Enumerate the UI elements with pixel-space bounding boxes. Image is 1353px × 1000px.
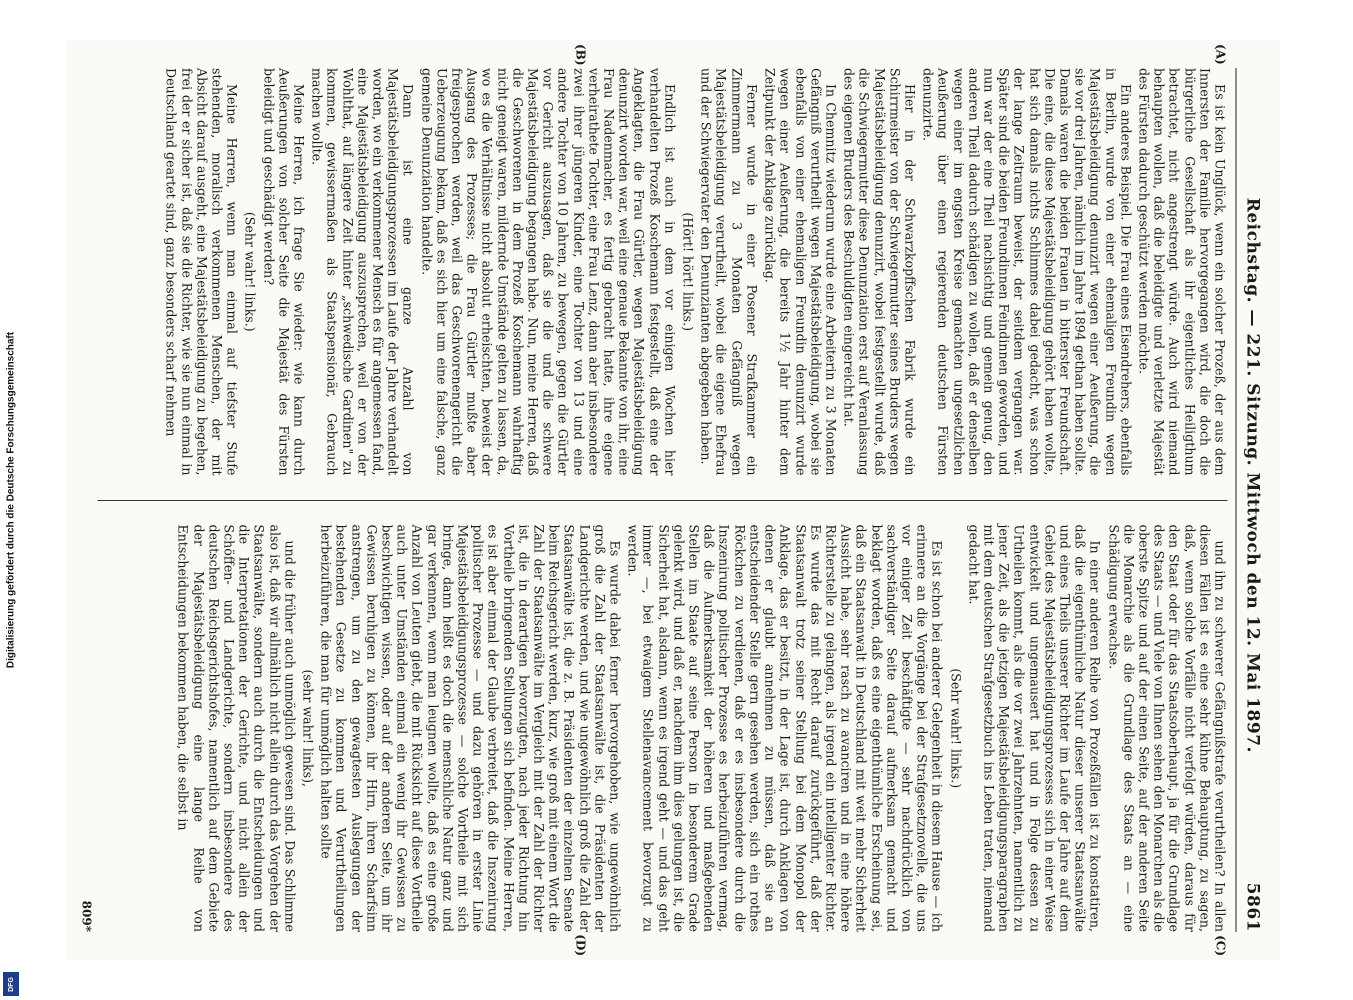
paragraph: (Sehr wahr! links.) xyxy=(242,211,258,332)
marker-c: (C) xyxy=(1213,935,1228,956)
paragraph: Meine Herren, ich frage Sie wieder: wie kann durch Aeußerungen von solcher Seite die Majestät des Fürsten beleidigt und geschädigt werden? xyxy=(261,68,307,476)
marker-b: (B) xyxy=(573,44,588,66)
marker-a: (A) xyxy=(1213,44,1228,65)
paragraph: Ferner wurde in einer Posener Strafkammer ein Zimmermann zu 3 Monaten Gefängniß wegen Majestätsbeleidigung verurtheilt, wobei die eigene Ehefrau und der Schwiegervater den Denunzianten abgegeben haben. xyxy=(698,68,760,476)
paragraph: Meine Herren, wenn man einmal auf tiefster Stufe stehenden, moralisch verkommenen Menschen, der mit Absicht darauf ausgeht, eine Majestätsbeleidigung zu begehen, frei der er sicher ist, daß sie die Richter, wie sie nun einmal in Deutschland geartet sind, ganz besonders scharf nehmen xyxy=(163,68,240,476)
page-number: 5861 xyxy=(1242,882,1263,932)
paragraph: Dann ist eine ganze Anzahl von Majestätsbeleidigungsprozessen im Laufe der Jahre verhandelt worden, wo ein verkommener Mensch es für angemessen fand, eine Majestätsbeleidigung auszusprechen, weil er von der Wohlthat, auf längere Zeit hinter „schwedische Gardinen" zu kommen, gewissermaßen als Staatspensionär, Gebrauch machen wollte. xyxy=(309,68,416,476)
column-divider xyxy=(98,500,1228,501)
paragraph: Es ist schon bei anderer Gelegenheit in diesem Hause — ich erinnere an die Vorgänge bei der Strafgesetznovelle, die uns vor einiger Zeit beschäftigte — sehr nachdrücklich von sachverständiger Seite darauf aufmerksam gemacht und beklagt worden, daß es eine eigenthümliche Erscheinung sei, daß ein Staatsanwalt in Deutschland mit weit mehr Sicherheit Aussicht habe, sehr rasch zu avanciren und in eine höhere Richterstelle zu gelangen, als irgend ein intelligenter Richter. Es wurde das mit Recht darauf zurückgeführt, daß der Staatsanwalt trotz seiner Stellung bei dem Monopol der Anklage, das er besitzt, in der Lage ist, durch Anklagen von denen er glaubt annehmen zu müssen, daß sie an entscheidender Stelle gern gesehen werden, sich ein rothes Röckchen zu verdienen, daß er es insbesondere durch die Inszenirung politischer Prozesse es herbeizuführen vermag, daß die Aufmerksamkeit der höheren und maßgebenden Stellen im Staate auf seine Person in besonderem Grade gelenkt wird, und daß er, nachdem ihm dies gelungen ist, die Sicherheit hat, alsdann, wenn es irgend geht — und das geht immer —, bei etwaigem Stellenavancement bevorzugt zu werden. xyxy=(625,524,945,932)
right-column xyxy=(98,524,1228,956)
credit-text: Digitalisierung gefördert durch die Deutsche Forschungsgemeinschaft xyxy=(5,331,17,669)
session-title: Reichstag. — 221. Sitzung. Mittwoch den 12. Mai 1897. xyxy=(1242,197,1263,753)
page-header xyxy=(1236,68,1263,932)
left-column xyxy=(98,44,1228,476)
session-date: Mittwoch den 12. Mai 1897. xyxy=(1242,472,1263,753)
paragraph: (sehr wahr! links), xyxy=(300,669,316,788)
paragraph: In einer anderen Reihe von Prozeßfällen ist zu konstatiren, daß die eigenthümliche Natur dieser unserer Staatsanwälte und eines Theils unserer Richter im Laufe der Jahre auf dem Gebiet des Majestätsbeleidigungsprozesses sich in einer Weise entwickelt und ungemausert hat und in Folge dessen zu Urtheilen kommt, als die vor zwei Jahrzehnten, namentlich zu jener Zeit, als die jetzigen Majestätsbeleidigungsparagraphen mit dem deutschen Strafgesetzbuch ins Leben traten, niemand gedacht hat. xyxy=(966,524,1103,932)
scanned-page xyxy=(66,40,1281,960)
paragraph: Hier in der Schwarzkopffschen Fabrik wurde ein Schirrmeister von der Schwiegermutter seines Bruders wegen Majestätsbeleidigung denunzirt, wobei festgestellt wurde, daß die Schwiegermutter diese Denunziation erst auf Veranlassung des eigenen Bruders des Beschuldigten eingereicht hat. xyxy=(841,68,918,476)
paragraph: und die früher auch unmöglich gewesen sind. Das Schlimme also ist, daß wir allmählich nicht allein durch das Vorgehen der Staatsanwälte, sondern auch durch die Entscheidungen und die Interpretationen der Gerichte, und nicht allein der Schöffen- und Landgerichte, sondern insbesondere des deutschen Reichsgerichtshofes, namentlich auf dem Gebiete der Majestätsbeleidigung eine lange Reihe von Entscheidungen bekommen haben, die selbst in xyxy=(175,524,298,932)
paragraph: und ihn zu schwerer Gefängnißstrafe verurtheilen? In allen diesen Fällen ist es eine sehr kühne Behauptung, zu sagen, daß, wenn solche Vorfälle nicht verfolgt würden, daraus für den Staat oder für das Staatsoberhaupt, ja für die Grundlage des Staats — und Viele von Ihnen sehen den Monarchen als die oberste Spitze und auf der einen Seite, auf der anderen Seite die Monarchie als die Grundlage des Staats an — eine Schädigung erwachse. xyxy=(1106,524,1228,932)
paragraph: Ein anderes Beispiel. Die Frau eines Eisendrehers, ebenfalls in Berlin, wurde von einer ehemaligen Freundin wegen Majestätsbeleidigung denunzirt wegen einer Aeußerung, die sie vor drei Jahren, nämlich im Jahre 1894 gethan haben sollte. Damals waren die beiden Frauen in bitterster Freundschaft. Die eine, die diese Majestätsbeleidigung gehört haben wollte, hat sich damals nichts Schlimmes dabei gedacht, was schon der lange Zeitraum beweist, der seitdem vergangen war. Später sind die beiden Freundinnen Feindinnen geworden, und nun war der eine Theil nachsichtig und gemein genug, den anderen Theil dadurch schädigen zu wollen, daß er denselben wegen einer im engsten Kreise gemachten ungesetzlichen Aeußerung über einen regierenden deutschen Fürsten denunzirte. xyxy=(920,68,1134,476)
paragraph: (Sehr wahr! links.) xyxy=(948,668,964,789)
digitization-credit xyxy=(0,0,22,1000)
paragraph: (Hört! hört! links.) xyxy=(680,212,696,332)
paragraph: Endlich ist auch in dem vor einigen Wochen hier verhandelten Prozeß Koschemann festgestellt, daß eine der Angeklagten, die Frau Gürtler, wegen Majestätsbeleidigung denunzirt worden war, weil eine genaue Bekannte von ihr, eine Frau Nadenmacher, es fertig gebracht hatte, ihre eigene verheirathete Tochter, eine Frau Lenz, dann aber insbesondere zwei ihrer jüngeren Kinder, eine Tochter von 13 und eine andere Tochter von 10 Jahren, zu bewegen, gegen die Gürtler vor Gericht auszusagen, daß sie die und die schwere Majestätsbeleidigung begangen habe. Nun, meine Herren, daß die Geschworenen in dem Prozeß Koschemann wahrhaftig nicht geneigt waren, mildernde Umstände gelten zu lassen, da, wo es die Verhältnisse nicht absolut erheischten, beweist der Ausgang des Prozesses; die Frau Gürtler mußte aber freigesprochen werden, weil das Geschworenengericht die Ueberzeugung bekam, daß es sich hier um eine falsche, ganz gemeine Denunziation handelte. xyxy=(419,68,678,476)
folio-number: 809* xyxy=(79,900,94,932)
paragraph: In Chemnitz wiederum wurde eine Arbeiterin zu 3 Monaten Gefängniß verurtheilt wegen Majestätsbeleidigung, wobei sie ebenfalls von einer ehemaligen Freundin denunzirt wurde wegen einer Aeußerung, die bereits 1½ Jahr hinter dem Zeitpunkt der Anklage zurücklag. xyxy=(762,68,839,476)
paragraph: Es wurde dabei ferner hervorgehoben, wie ungewöhnlich groß die Zahl der Staatsanwälte ist, die Präsidenten der Landgerichte werden, und wie ungewöhnlich groß die Zahl der Staatsanwälte ist, die z. B. Präsidenten der einzelnen Senate beim Reichsgericht werden, kurz, wie groß mit einem Wort die Zahl der Staatsanwälte im Vergleich mit der Zahl der Richter ist, die in derartigen bevorzugten, nach jeder Richtung hin Vortheile bringenden Stellungen sich befinden. Meine Herren, es ist aber einmal der Glaube verbreitet, daß die Inszenirung politischer Prozesse — und dazu gehören in erster Linie Majestätsbeleidigungsprozesse — solche Vortheile mit sich bringe, dann heißt es doch die menschliche Natur ganz und gar verkennen, wenn man leugnen wollte, daß es eine große Anzahl von Leuten giebt, die mit Rücksicht auf diese Vortheile auch unter Umständen einmal ein wenig ihr Gewissen zu beschwichtigen wissen, oder auf der anderen Seite, um ihr Gewissen beruhigen zu können, ihr Hirn, ihren Scharfsinn anstrengen, um zu den gewagtesten Auslegungen der bestehenden Gesetze zu kommen und Verurtheilungen herbeizuführen, die man für unmöglich halten sollte xyxy=(318,524,623,932)
dfg-logo: DFG xyxy=(3,972,19,996)
paragraph: Es ist kein Unglück, wenn ein solcher Prozeß, der aus dem Innersten der Familie hervorgegangen wird, die doch die bürgerliche Gesellschaft als ihr eigentliches Heiligthum betrachtet, nicht angestrengt würde. Auch wird niemand behaupten wollen, daß die beleidigte und verletzte Majestät des Fürsten dadurch geschützt werden möchte. xyxy=(1136,68,1228,476)
marker-d: (D) xyxy=(573,934,588,956)
